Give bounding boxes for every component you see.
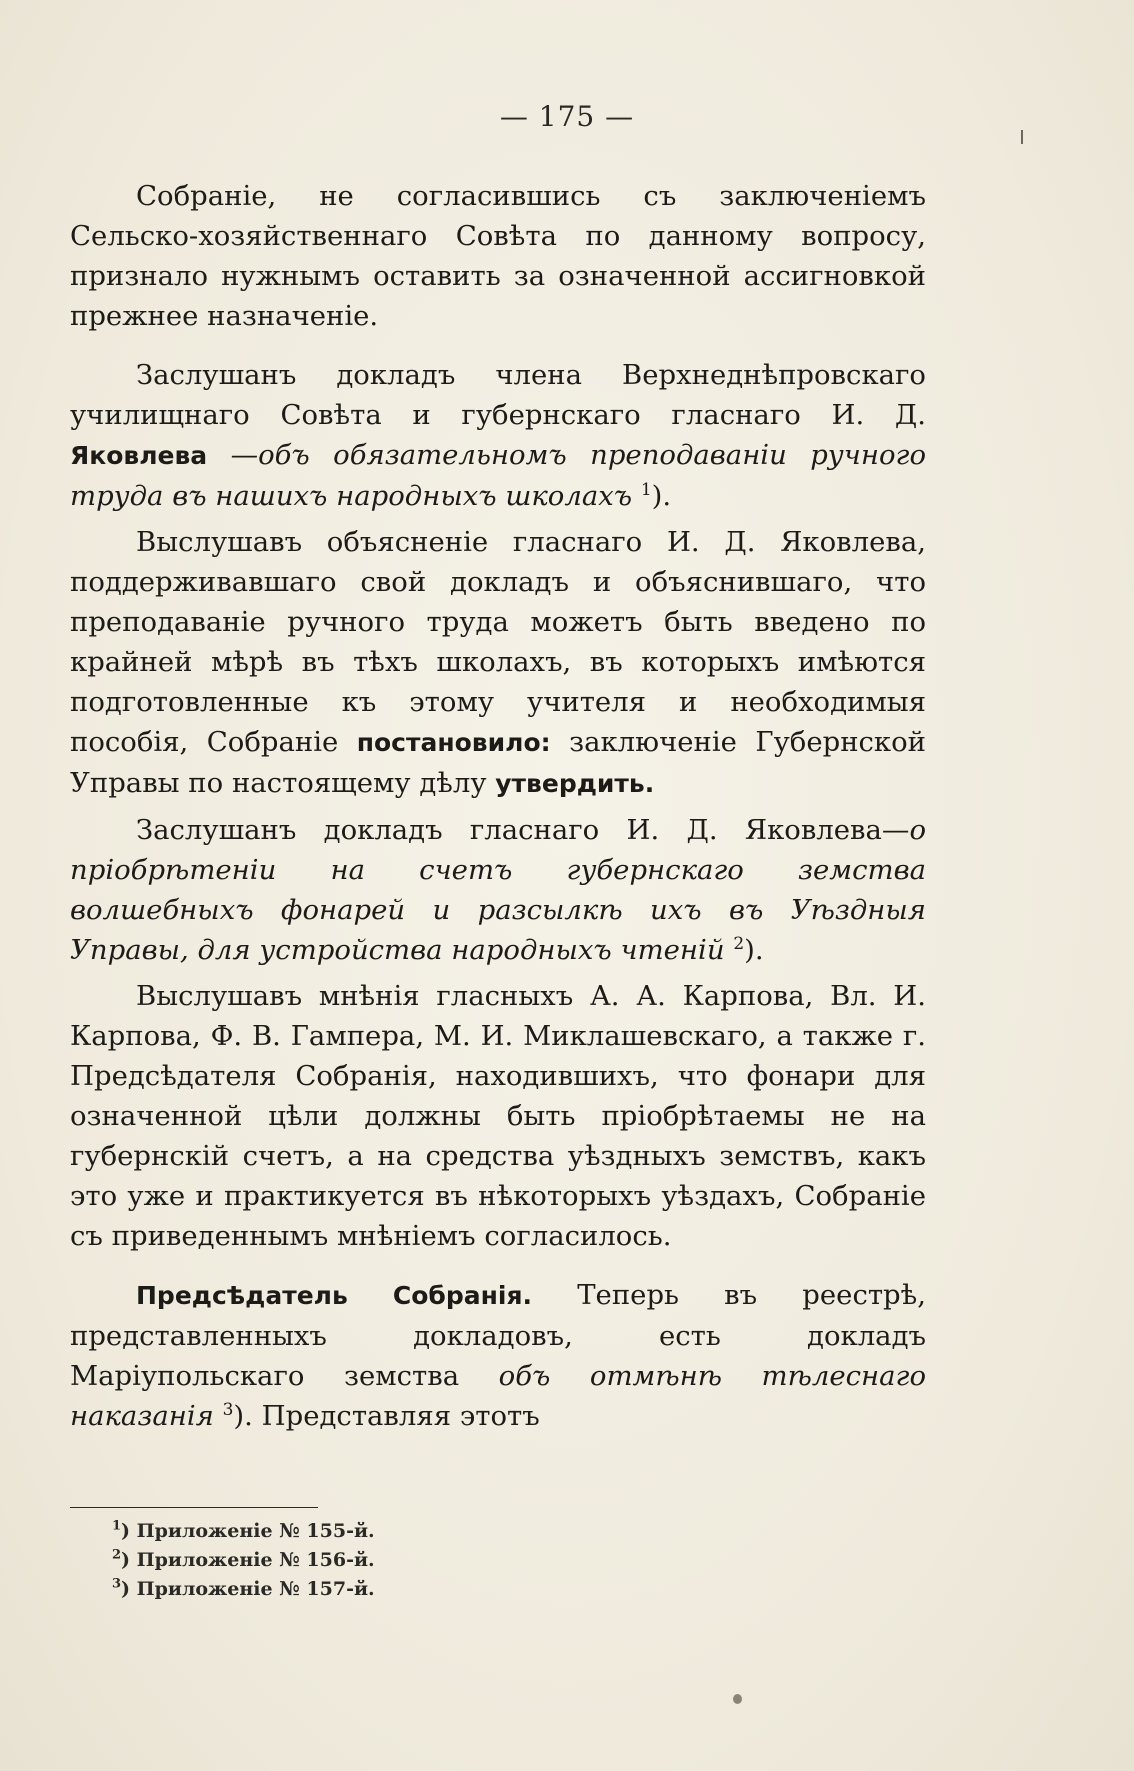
- paragraph-end: ).: [744, 934, 764, 966]
- paragraph-text: заключеніе Губернской Управы по настоящему дѣлу: [70, 726, 927, 799]
- report-topic: —объ обязательномъ преподаваніи ручного труда въ нашихъ народныхъ школахъ: [70, 439, 926, 512]
- resolved-label: постановило:: [356, 728, 551, 757]
- footnote-mark: 3: [112, 1576, 122, 1592]
- footnote-item: [112, 1517, 375, 1546]
- speaker-name: Предсѣдатель Собранія.: [136, 1281, 533, 1310]
- footnote-mark: 1: [112, 1518, 122, 1534]
- footnote-text: ) Приложеніе № 157-й.: [121, 1578, 375, 1600]
- footnotes: [112, 1517, 375, 1604]
- footnote-text: ) Приложеніе № 156-й.: [121, 1549, 375, 1571]
- footnote-text: ) Приложеніе № 155-й.: [121, 1520, 375, 1542]
- paragraph-report-lanterns: [70, 810, 926, 970]
- report-topic: объ отмѣнѣ тѣлеснаго наказанія: [70, 1360, 926, 1432]
- paragraph-report-yakovlev: [70, 355, 926, 516]
- footnote-divider: [70, 1507, 318, 1508]
- page-number: — 175 —: [499, 100, 635, 133]
- approve-label: утвердить.: [495, 769, 655, 798]
- footnote-ref: 3: [222, 1399, 234, 1420]
- footnote-mark: 2: [112, 1547, 122, 1563]
- footnote-ref: 1: [640, 479, 652, 500]
- paragraph-text: ). Представляя этотъ: [233, 1400, 540, 1432]
- paragraph-decision-1: [70, 522, 926, 804]
- report-topic: о пріобрѣтеніи на счетъ губернскаго земства волшебныхъ фонарей и разсылкѣ ихъ въ Уѣздныя Управы, для устройства народныхъ чтеній: [70, 814, 926, 966]
- ink-speck: [733, 1694, 742, 1704]
- paragraph-text: Выслушавъ объясненіе гласнаго И. Д. Яковлева, поддерживавшаго свой докладъ и объяснившаго, что преподаваніе ручного труда можетъ быть введено по крайней мѣрѣ въ тѣхъ школахъ, въ которыхъ имѣются подготовленные къ этому учителя и необходимыя пособія, Собраніе: [70, 526, 926, 758]
- footnote-ref: 2: [733, 933, 745, 954]
- paragraph-resolution-1: Собраніе, не согласившись съ заключеніемъ Сельско-хозяйственнаго Совѣта по данному вопросу, признало нужнымъ оставить за означенной ассигновкой прежнее назначеніе.: [70, 180, 926, 332]
- paragraph-text: Заслушанъ докладъ гласнаго И. Д. Яковлева—: [136, 814, 910, 846]
- footnote-item: [112, 1575, 375, 1604]
- paragraph-chairman-speech: [70, 1275, 926, 1436]
- footnote-item: [112, 1546, 375, 1575]
- paragraph-text: Теперь въ реестрѣ, представленныхъ докладовъ, есть докладъ Маріупольскаго земства: [70, 1279, 926, 1392]
- body-text: [70, 176, 926, 1436]
- paragraph-end: ).: [651, 480, 672, 512]
- paragraph-text: Заслушанъ докладъ члена Верхнеднѣпровскаго училищнаго Совѣта и губернскаго гласнаго И. Д.: [70, 359, 926, 431]
- paragraph-decision-2: Выслушавъ мнѣнія гласныхъ А. А. Карпова, Вл. И. Карпова, Ф. В. Гампера, М. И. Миклашевскаго, а также г. Предсѣдателя Собранія, находившихъ, что фонари для означенной цѣли должны быть пріобрѣтаемы не на губернскій счетъ, а на средства уѣздныхъ земствъ, какъ это уже и практикуется въ нѣкоторыхъ уѣздахъ, Собраніе съ приведеннымъ мнѣніемъ согласилось.: [70, 980, 926, 1252]
- speaker-name: Яковлева: [70, 441, 208, 470]
